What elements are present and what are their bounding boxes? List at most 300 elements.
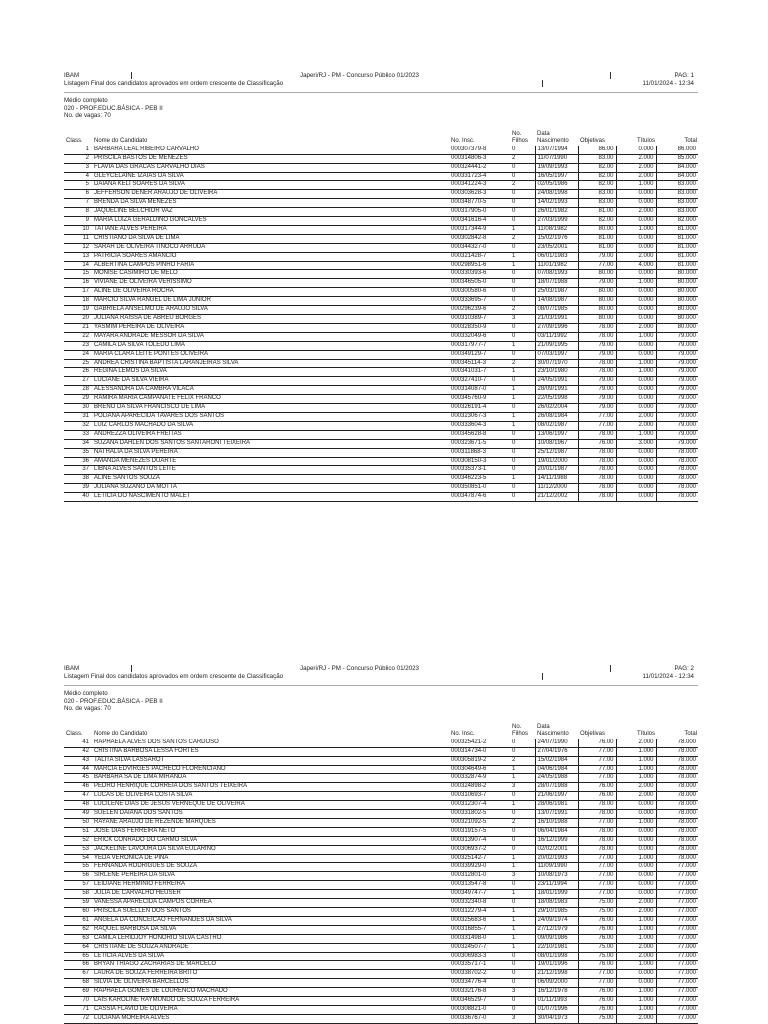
table-row	[64, 899, 698, 908]
cell-tit: 2.000	[616, 783, 656, 792]
cell-tit: 0.000	[616, 970, 656, 979]
cell-obj: 79.00	[578, 395, 616, 404]
cell-total: 78.000	[656, 484, 698, 493]
cell-obj: 78.00	[578, 810, 616, 819]
cell-nasc: 21/12/1998	[535, 970, 578, 979]
cell-insc: 000345628-8	[449, 430, 510, 439]
cell-nasc: 13/06/1997	[535, 430, 578, 439]
cell-obj: 77.00	[578, 854, 616, 863]
cell-class: 35	[64, 448, 92, 457]
cell-obj: 78.00	[578, 493, 616, 502]
cell-nasc: 06/04/1984	[535, 827, 578, 836]
cell-obj: 83.00	[578, 154, 616, 163]
cell-tit: 2.000	[616, 739, 656, 747]
cell-obj: 76.00	[578, 783, 616, 792]
cell-obj: 79.00	[578, 404, 616, 413]
cell-class: 16	[64, 279, 92, 288]
cell-total: 79.000	[656, 430, 698, 439]
cell-total: 78.000	[656, 475, 698, 484]
cell-obj: 82.00	[578, 217, 616, 226]
cell-filhos: 1	[510, 801, 535, 810]
cell-tit: 2.000	[616, 154, 656, 163]
cell-total: 79.000	[656, 350, 698, 359]
cell-insc: 000346529-7	[449, 997, 510, 1006]
cell-class: 28	[64, 386, 92, 395]
cell-filhos: 0	[510, 208, 535, 217]
cell-name: DAIANA KELI SOARES DA SILVA	[92, 181, 449, 190]
cell-name: PATRICIA SOARES AMANCIO	[92, 252, 449, 261]
table-row	[64, 252, 698, 261]
table-row	[64, 997, 698, 1006]
cell-filhos: 1	[510, 341, 535, 350]
cell-nasc: 11/08/1982	[535, 225, 578, 234]
cell-nasc: 02/02/2001	[535, 845, 578, 854]
cell-name: PEDRO HENRIQUE CORREIA DOS SANTOS TEIXEIRA	[92, 783, 449, 792]
cell-class: 3	[64, 163, 92, 172]
cell-tit: 0.000	[616, 872, 656, 881]
cell-tit: 0.000	[616, 297, 656, 306]
cell-class: 55	[64, 863, 92, 872]
cell-insc: 000324507-7	[449, 943, 510, 952]
cell-obj: 77.00	[578, 890, 616, 899]
cell-filhos: 1	[510, 765, 535, 774]
cell-class: 44	[64, 765, 92, 774]
cell-filhos: 2	[510, 818, 535, 827]
table-row	[64, 243, 698, 252]
table-row	[64, 845, 698, 854]
cell-name: GLEYCELAINE IZAIAS DA SILVA	[92, 172, 449, 181]
cell-class: 63	[64, 934, 92, 943]
results-table	[64, 719, 698, 1024]
table-row	[64, 943, 698, 952]
cell-total: 80.000	[656, 306, 698, 315]
cell-total: 81.000	[656, 243, 698, 252]
cell-filhos: 0	[510, 484, 535, 493]
cell-class: 71	[64, 1005, 92, 1014]
cell-filhos: 1	[510, 916, 535, 925]
cell-name: SILVIA DE OLIVEIRA BARCELLOS	[92, 979, 449, 988]
cell-class: 61	[64, 916, 92, 925]
cell-name: RAPHAELA ALVES DOS SANTOS CARDOSO	[92, 739, 449, 747]
cell-insc: 000336767-0	[449, 1014, 510, 1023]
cell-insc: 000317344-9	[449, 225, 510, 234]
table-row	[64, 979, 698, 988]
cell-class: 52	[64, 836, 92, 845]
cell-class: 49	[64, 810, 92, 819]
cell-name: CRISTIANE DE SOUZA ANDRADE	[92, 943, 449, 952]
cell-nasc: 13/07/1991	[535, 810, 578, 819]
cell-obj: 79.00	[578, 279, 616, 288]
cell-tit: 0.000	[616, 217, 656, 226]
cell-class: 17	[64, 288, 92, 297]
cell-class: 23	[64, 341, 92, 350]
cell-tit: 0.000	[616, 863, 656, 872]
cell-filhos: 1	[510, 421, 535, 430]
cell-class: 70	[64, 997, 92, 1006]
table-row	[64, 181, 698, 190]
cell-total: 80.000	[656, 297, 698, 306]
table-row	[64, 988, 698, 997]
table-row	[64, 1005, 698, 1014]
cell-obj: 76.00	[578, 934, 616, 943]
table-row	[64, 484, 698, 493]
cell-nasc: 23/05/2001	[535, 243, 578, 252]
cell-obj: 78.00	[578, 836, 616, 845]
results-table	[64, 126, 698, 502]
cell-filhos: 0	[510, 961, 535, 970]
cell-tit: 0.000	[616, 493, 656, 502]
cell-filhos: 3	[510, 783, 535, 792]
cell-filhos: 0	[510, 747, 535, 756]
cell-class: 32	[64, 421, 92, 430]
cell-insc: 000317977-7	[449, 341, 510, 350]
cell-name: GABRIELA ANSELMO DE ARAUJO SILVA	[92, 306, 449, 315]
cell-filhos: 1	[510, 386, 535, 395]
cell-insc: 000333604-3	[449, 421, 510, 430]
cell-tit: 1.000	[616, 961, 656, 970]
cell-obj: 77.00	[578, 421, 616, 430]
cell-insc: 000311868-3	[449, 448, 510, 457]
cell-filhos: 0	[510, 404, 535, 413]
cell-total: 78.000	[656, 747, 698, 756]
cell-insc: 000349129-7	[449, 350, 510, 359]
cell-filhos: 0	[510, 146, 535, 154]
cell-tit: 0.000	[616, 801, 656, 810]
cell-nasc: 22/05/1998	[535, 395, 578, 404]
col-filhos-header: No. Filhos	[512, 130, 529, 144]
cell-obj: 75.00	[578, 943, 616, 952]
cell-total: 78.000	[656, 836, 698, 845]
cell-total: 79.000	[656, 404, 698, 413]
cell-insc: 000332049-6	[449, 332, 510, 341]
cell-obj: 77.00	[578, 881, 616, 890]
cell-name: SIRLENE PEREIRA DA SILVA	[92, 872, 449, 881]
cell-name: BARBARA LEAL RIBEIRO CARVALHO	[92, 146, 449, 154]
cell-total: 78.000	[656, 466, 698, 475]
cell-filhos: 0	[510, 792, 535, 801]
cell-total: 77.000	[656, 881, 698, 890]
table-row	[64, 190, 698, 199]
cell-obj: 81.00	[578, 208, 616, 217]
cell-nasc: 26/02/2004	[535, 404, 578, 413]
org-name: IBAM	[64, 665, 80, 672]
cell-filhos: 0	[510, 845, 535, 854]
cell-nasc: 26/01/1982	[535, 208, 578, 217]
cell-total: 80.000	[656, 279, 698, 288]
cell-insc: 000312279-4	[449, 908, 510, 917]
cell-tit: 2.000	[616, 252, 656, 261]
cell-obj: 76.00	[578, 997, 616, 1006]
cell-obj: 78.00	[578, 457, 616, 466]
cell-tit: 2.000	[616, 908, 656, 917]
page-number: PAG: 1	[674, 72, 694, 79]
cell-insc: 000321092-5	[449, 818, 510, 827]
cell-insc: 000307379-8	[449, 146, 510, 154]
cell-nasc: 25/03/1987	[535, 288, 578, 297]
cell-insc: 000341031-7	[449, 368, 510, 377]
table-row	[64, 448, 698, 457]
cell-name: BRENO DA SILVA FRANCISCO DE LIMA	[92, 404, 449, 413]
cell-tit: 2.000	[616, 792, 656, 801]
cell-name: VANESSA APARECIDA CAMPOS CORREA	[92, 899, 449, 908]
cell-class: 6	[64, 190, 92, 199]
cell-total: 81.000	[656, 252, 698, 261]
cell-tit: 1.000	[616, 988, 656, 997]
cell-filhos: 0	[510, 836, 535, 845]
cell-tit: 1.000	[616, 925, 656, 934]
cell-nasc: 16/05/1997	[535, 172, 578, 181]
cell-filhos: 0	[510, 970, 535, 979]
cell-filhos: 0	[510, 466, 535, 475]
cell-nasc: 06/01/1983	[535, 252, 578, 261]
cell-name: BRENDA DA SILVA MENEZES	[92, 199, 449, 208]
cell-total: 78.000	[656, 756, 698, 765]
cell-class: 2	[64, 154, 92, 163]
cell-tit: 0.000	[616, 341, 656, 350]
cell-class: 36	[64, 457, 92, 466]
cell-obj: 75.00	[578, 908, 616, 917]
cell-name: MONISE CASIMIRO DE MELO	[92, 270, 449, 279]
table-row	[64, 827, 698, 836]
cell-insc: 000324898-2	[449, 783, 510, 792]
table-row	[64, 341, 698, 350]
cell-total: 81.000	[656, 261, 698, 270]
cell-obj: 78.00	[578, 475, 616, 484]
cell-obj: 82.00	[578, 163, 616, 172]
cell-nasc: 27/03/1999	[535, 217, 578, 226]
cell-insc: 000327410-7	[449, 377, 510, 386]
cell-filhos: 1	[510, 395, 535, 404]
cell-nasc: 10/08/1973	[535, 872, 578, 881]
cell-obj: 78.00	[578, 359, 616, 368]
cell-obj: 80.00	[578, 315, 616, 324]
cell-insc: 000325683-6	[449, 916, 510, 925]
cell-total: 83.000	[656, 190, 698, 199]
cell-tit: 0.000	[616, 386, 656, 395]
table-row	[64, 934, 698, 943]
cell-filhos: 3	[510, 988, 535, 997]
cell-name: LEIDIANE HERMINIO FERREIRA	[92, 881, 449, 890]
col-tit-header: Títulos	[636, 730, 655, 737]
cell-tit: 0.000	[616, 457, 656, 466]
cell-obj: 82.00	[578, 172, 616, 181]
cell-total: 77.000	[656, 979, 698, 988]
cell-total: 77.000	[656, 916, 698, 925]
cell-name: RAPHAELA GOMES DE LOURENCO MACHADO	[92, 988, 449, 997]
cell-insc: 000305819-2	[449, 756, 510, 765]
cell-tit: 2.000	[616, 412, 656, 421]
cell-class: 29	[64, 395, 92, 404]
cell-nasc: 09/09/1986	[535, 934, 578, 943]
table-row	[64, 404, 698, 413]
cell-obj: 81.00	[578, 234, 616, 243]
cell-tit: 0.000	[616, 288, 656, 297]
cell-tit: 1.000	[616, 765, 656, 774]
cell-tit: 0.000	[616, 979, 656, 988]
cell-name: JAQUELINE BELCHIOR VAZ	[92, 208, 449, 217]
cell-class: 47	[64, 792, 92, 801]
cell-insc: 000302842-8	[449, 234, 510, 243]
cell-nasc: 24/05/1991	[535, 377, 578, 386]
table-row	[64, 466, 698, 475]
col-class-header: Class.	[66, 137, 83, 144]
cell-insc: 000341224-3	[449, 181, 510, 190]
report-subtitle: Listagem Final dos candidatos aprovados em ordem crescente de Classificação	[64, 80, 284, 87]
cell-nasc: 03/11/1992	[535, 332, 578, 341]
table-row	[64, 323, 698, 332]
cell-name: LUIZ CARLOS MACHADO DA SILVA	[92, 421, 449, 430]
cell-filhos: 2	[510, 181, 535, 190]
table-row	[64, 493, 698, 502]
cell-obj: 76.00	[578, 988, 616, 997]
table-row	[64, 774, 698, 783]
cell-filhos: 0	[510, 827, 535, 836]
header-divider	[610, 665, 611, 672]
cell-filhos: 0	[510, 243, 535, 252]
cell-filhos: 0	[510, 979, 535, 988]
cell-nasc: 11/07/1990	[535, 154, 578, 163]
cell-insc: 000345114-3	[449, 359, 510, 368]
table-row	[64, 395, 698, 404]
col-name-header: Nome do Candidato	[94, 730, 148, 737]
cell-name: LAURA DE SOUZA FERREIRA BRITO	[92, 970, 449, 979]
cell-name: RAMIRA MARIA CAMPANATE FELIX FRANCO	[92, 395, 449, 404]
cell-total: 78.000	[656, 739, 698, 747]
cell-tit: 0.000	[616, 836, 656, 845]
cell-nasc: 27/12/1979	[535, 925, 578, 934]
cell-nasc: 21/12/2002	[535, 493, 578, 502]
cell-filhos: 1	[510, 225, 535, 234]
cell-total: 78.000	[656, 765, 698, 774]
cell-nasc: 13/07/1994	[535, 146, 578, 154]
cell-nasc: 11/12/2000	[535, 484, 578, 493]
cell-total: 77.000	[656, 1005, 698, 1014]
table-row	[64, 783, 698, 792]
cell-filhos: 0	[510, 288, 535, 297]
cell-name: JOSE DIAS FERREIRA NETO	[92, 827, 449, 836]
cell-filhos: 0	[510, 457, 535, 466]
cell-tit: 0.000	[616, 448, 656, 457]
cell-tit: 1.000	[616, 181, 656, 190]
cell-obj: 80.00	[578, 288, 616, 297]
cell-class: 25	[64, 359, 92, 368]
cell-obj: 76.00	[578, 792, 616, 801]
cell-filhos: 0	[510, 297, 535, 306]
cell-total: 85.000	[656, 154, 698, 163]
cell-name: LUCAS DE OLIVEIRA COSTA SILVA	[92, 792, 449, 801]
table-row	[64, 756, 698, 765]
cell-tit: 1.000	[616, 774, 656, 783]
cell-name: LAIS KAROLINE RAYMUNDO DE SOUZA FERREIRA	[92, 997, 449, 1006]
cell-filhos: 0	[510, 350, 535, 359]
cell-name: JULIANA RAISSA DE ABREU BORGES	[92, 315, 449, 324]
cell-name: CAMILA LERIDJOY HONORIO SILVA CASTRO	[92, 934, 449, 943]
table-row	[64, 386, 698, 395]
cell-total: 78.000	[656, 827, 698, 836]
table-row	[64, 172, 698, 181]
table-row	[64, 863, 698, 872]
cell-filhos: 0	[510, 270, 535, 279]
cell-filhos: 1	[510, 934, 535, 943]
cell-nasc: 08/02/1987	[535, 421, 578, 430]
cell-filhos: 1	[510, 863, 535, 872]
cell-name: NATHALIA DA SILVA PEREIRA	[92, 448, 449, 457]
col-total-header: Total	[684, 730, 697, 737]
table-row	[64, 739, 698, 747]
report-page-2	[64, 661, 698, 1024]
cell-name: FLAVIA DAS GRACAS CARVALHO DIAS	[92, 163, 449, 172]
cell-obj: 80.00	[578, 225, 616, 234]
cell-class: 50	[64, 818, 92, 827]
cell-nasc: 16/12/1978	[535, 988, 578, 997]
cell-total: 79.000	[656, 332, 698, 341]
cell-obj: 77.00	[578, 818, 616, 827]
cell-obj: 78.00	[578, 484, 616, 493]
position-title: 020 - PROF.EDUC.BÁSICA - PEB II	[64, 104, 163, 112]
cell-total: 77.000	[656, 925, 698, 934]
cell-obj: 77.00	[578, 863, 616, 872]
col-insc-header: No. Insc.	[451, 137, 475, 144]
cell-obj: 82.00	[578, 181, 616, 190]
contest-title: Japeri/RJ - PM - Concurso Público 01/2023	[300, 72, 419, 79]
cell-name: PRISCILA SUELLEN DOS SANTOS	[92, 908, 449, 917]
cell-class: 27	[64, 377, 92, 386]
table-row	[64, 217, 698, 226]
report-page-1	[64, 68, 698, 502]
cell-name: TATIANE ALVES PEREIRA	[92, 225, 449, 234]
cell-filhos: 0	[510, 997, 535, 1006]
table-row	[64, 836, 698, 845]
cell-filhos: 0	[510, 810, 535, 819]
table-row	[64, 261, 698, 270]
cell-tit: 1.000	[616, 279, 656, 288]
cell-class: 1	[64, 146, 92, 154]
cell-filhos: 0	[510, 439, 535, 448]
cell-obj: 79.00	[578, 252, 616, 261]
col-filhos-header: No. Filhos	[512, 723, 529, 737]
cell-total: 79.000	[656, 341, 698, 350]
cell-class: 64	[64, 943, 92, 952]
cell-nasc: 20/02/1993	[535, 854, 578, 863]
cell-name: AMANDA MENEZES DUARTE	[92, 457, 449, 466]
cell-insc: 000330393-6	[449, 270, 510, 279]
cell-nasc: 15/02/1976	[535, 234, 578, 243]
cell-class: 26	[64, 368, 92, 377]
cell-filhos: 1	[510, 412, 535, 421]
table-row	[64, 1014, 698, 1023]
cell-insc: 000349747-7	[449, 890, 510, 899]
cell-name: JEFFERSON DENER ARAUJO DE OLIVEIRA	[92, 190, 449, 199]
cell-total: 78.000	[656, 801, 698, 810]
cell-tit: 2.000	[616, 421, 656, 430]
report-subtitle: Listagem Final dos candidatos aprovados em ordem crescente de Classificação	[64, 673, 284, 680]
page-header	[64, 68, 698, 93]
cell-total: 86.000	[656, 146, 698, 154]
cell-filhos: 1	[510, 890, 535, 899]
cell-insc: 000306983-3	[449, 952, 510, 961]
cell-insc: 000298951-6	[449, 261, 510, 270]
cell-nasc: 01/11/1993	[535, 997, 578, 1006]
cell-total: 77.000	[656, 997, 698, 1006]
results-table-body	[64, 739, 698, 1024]
cell-filhos: 0	[510, 172, 535, 181]
table-row	[64, 925, 698, 934]
cell-total: 78.000	[656, 448, 698, 457]
org-name: IBAM	[64, 72, 80, 79]
report-meta	[64, 97, 698, 120]
cell-filhos: 2	[510, 306, 535, 315]
cell-tit: 1.000	[616, 756, 656, 765]
